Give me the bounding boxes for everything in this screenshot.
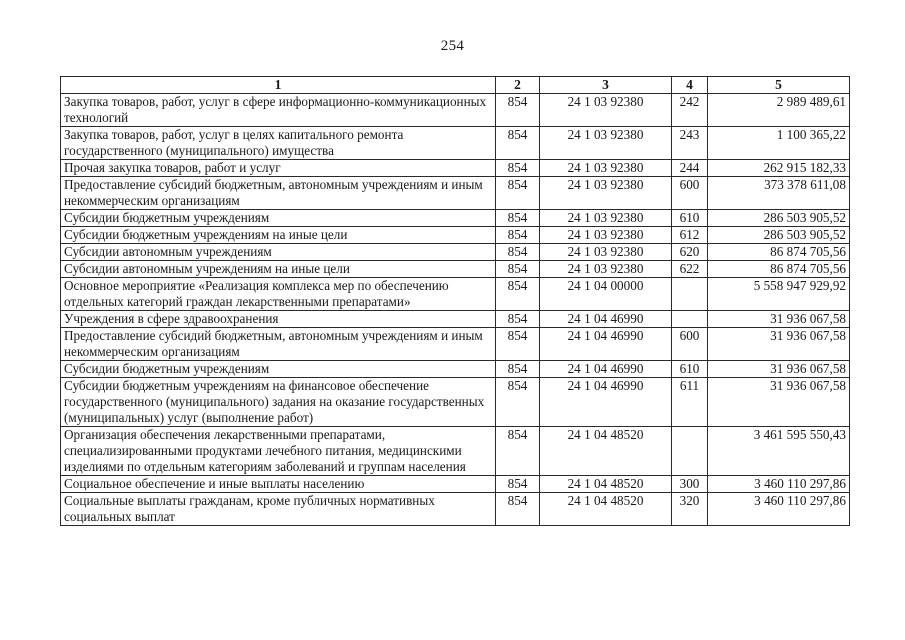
row-target-code-cell: 24 1 04 46990	[540, 361, 672, 378]
row-amount-cell: 31 936 067,58	[708, 361, 850, 378]
budget-table	[60, 76, 850, 526]
row-admin-code-cell: 854	[496, 493, 540, 526]
row-expense-type-cell: 300	[672, 476, 708, 493]
row-target-code-cell: 24 1 04 46990	[540, 311, 672, 328]
row-name-cell: Основное мероприятие «Реализация комплекса мер по обеспечению отдельных категорий граждан лекарственными препаратами»	[61, 278, 496, 311]
row-amount-cell: 86 874 705,56	[708, 244, 850, 261]
row-amount-cell: 31 936 067,58	[708, 378, 850, 427]
row-name-cell: Прочая закупка товаров, работ и услуг	[61, 160, 496, 177]
table-row	[61, 311, 850, 328]
row-name-cell: Социальные выплаты гражданам, кроме публичных нормативных социальных выплат	[61, 493, 496, 526]
row-amount-cell: 286 503 905,52	[708, 210, 850, 227]
row-amount-cell: 3 461 595 550,43	[708, 427, 850, 476]
row-amount-cell: 3 460 110 297,86	[708, 493, 850, 526]
row-admin-code-cell: 854	[496, 227, 540, 244]
row-expense-type-cell: 612	[672, 227, 708, 244]
row-name-cell: Субсидии автономным учреждениям на иные цели	[61, 261, 496, 278]
row-expense-type-cell: 620	[672, 244, 708, 261]
row-name-cell: Предоставление субсидий бюджетным, автономным учреждениям и иным некоммерческим организациям	[61, 177, 496, 210]
row-amount-cell: 31 936 067,58	[708, 328, 850, 361]
row-admin-code-cell: 854	[496, 261, 540, 278]
row-admin-code-cell: 854	[496, 427, 540, 476]
row-name-cell: Субсидии автономным учреждениям	[61, 244, 496, 261]
table-row	[61, 378, 850, 427]
row-name-cell: Учреждения в сфере здравоохранения	[61, 311, 496, 328]
row-amount-cell: 3 460 110 297,86	[708, 476, 850, 493]
row-expense-type-cell	[672, 278, 708, 311]
row-expense-type-cell: 610	[672, 210, 708, 227]
row-admin-code-cell: 854	[496, 177, 540, 210]
row-name-cell: Социальное обеспечение и иные выплаты населению	[61, 476, 496, 493]
page-number: 254	[440, 38, 465, 54]
column-header: 1	[61, 77, 496, 94]
row-amount-cell: 1 100 365,22	[708, 127, 850, 160]
row-target-code-cell: 24 1 04 46990	[540, 328, 672, 361]
row-expense-type-cell: 244	[672, 160, 708, 177]
row-target-code-cell: 24 1 04 46990	[540, 378, 672, 427]
row-expense-type-cell: 611	[672, 378, 708, 427]
column-header: 3	[540, 77, 672, 94]
row-target-code-cell: 24 1 03 92380	[540, 261, 672, 278]
table-row	[61, 127, 850, 160]
row-admin-code-cell: 854	[496, 278, 540, 311]
row-admin-code-cell: 854	[496, 328, 540, 361]
row-name-cell: Субсидии бюджетным учреждениям на финансовое обеспечение государственного (муниципального) задания на оказание государственных (муниципальных) услуг (выполнение работ)	[61, 378, 496, 427]
column-header: 4	[672, 77, 708, 94]
row-admin-code-cell: 854	[496, 127, 540, 160]
row-admin-code-cell: 854	[496, 476, 540, 493]
row-target-code-cell: 24 1 03 92380	[540, 244, 672, 261]
row-expense-type-cell: 320	[672, 493, 708, 526]
row-expense-type-cell: 243	[672, 127, 708, 160]
row-target-code-cell: 24 1 04 48520	[540, 493, 672, 526]
row-name-cell: Организация обеспечения лекарственными препаратами, специализированными продуктами лечебного питания, медицинскими изделиями по отдельным категориям заболеваний и группам населения	[61, 427, 496, 476]
table-header-row	[61, 77, 850, 94]
row-name-cell: Закупка товаров, работ, услуг в целях капитального ремонта государственного (муниципального) имущества	[61, 127, 496, 160]
row-target-code-cell: 24 1 04 48520	[540, 427, 672, 476]
row-amount-cell: 31 936 067,58	[708, 311, 850, 328]
row-amount-cell: 2 989 489,61	[708, 94, 850, 127]
row-expense-type-cell: 600	[672, 328, 708, 361]
row-target-code-cell: 24 1 03 92380	[540, 177, 672, 210]
row-expense-type-cell: 610	[672, 361, 708, 378]
table-row	[61, 94, 850, 127]
row-amount-cell: 262 915 182,33	[708, 160, 850, 177]
row-admin-code-cell: 854	[496, 311, 540, 328]
table-row	[61, 278, 850, 311]
row-admin-code-cell: 854	[496, 94, 540, 127]
row-amount-cell: 5 558 947 929,92	[708, 278, 850, 311]
row-expense-type-cell	[672, 311, 708, 328]
row-target-code-cell: 24 1 03 92380	[540, 210, 672, 227]
row-target-code-cell: 24 1 04 00000	[540, 278, 672, 311]
row-amount-cell: 373 378 611,08	[708, 177, 850, 210]
table-row	[61, 160, 850, 177]
table-row	[61, 493, 850, 526]
row-target-code-cell: 24 1 03 92380	[540, 94, 672, 127]
row-name-cell: Закупка товаров, работ, услуг в сфере информационно-коммуникационных технологий	[61, 94, 496, 127]
row-amount-cell: 286 503 905,52	[708, 227, 850, 244]
row-expense-type-cell: 600	[672, 177, 708, 210]
table-row	[61, 328, 850, 361]
row-admin-code-cell: 854	[496, 160, 540, 177]
row-admin-code-cell: 854	[496, 361, 540, 378]
row-admin-code-cell: 854	[496, 378, 540, 427]
row-expense-type-cell: 242	[672, 94, 708, 127]
table-row	[61, 227, 850, 244]
table-row	[61, 177, 850, 210]
row-amount-cell: 86 874 705,56	[708, 261, 850, 278]
row-expense-type-cell	[672, 427, 708, 476]
row-name-cell: Предоставление субсидий бюджетным, автономным учреждениям и иным некоммерческим организациям	[61, 328, 496, 361]
row-target-code-cell: 24 1 03 92380	[540, 227, 672, 244]
table-row	[61, 210, 850, 227]
table-row	[61, 261, 850, 278]
column-header: 5	[708, 77, 850, 94]
table-row	[61, 361, 850, 378]
row-admin-code-cell: 854	[496, 210, 540, 227]
table-row	[61, 244, 850, 261]
row-expense-type-cell: 622	[672, 261, 708, 278]
row-admin-code-cell: 854	[496, 244, 540, 261]
table-row	[61, 476, 850, 493]
row-target-code-cell: 24 1 04 48520	[540, 476, 672, 493]
row-name-cell: Субсидии бюджетным учреждениям	[61, 361, 496, 378]
row-name-cell: Субсидии бюджетным учреждениям на иные цели	[61, 227, 496, 244]
row-name-cell: Субсидии бюджетным учреждениям	[61, 210, 496, 227]
column-header: 2	[496, 77, 540, 94]
table-row	[61, 427, 850, 476]
row-target-code-cell: 24 1 03 92380	[540, 127, 672, 160]
row-target-code-cell: 24 1 03 92380	[540, 160, 672, 177]
